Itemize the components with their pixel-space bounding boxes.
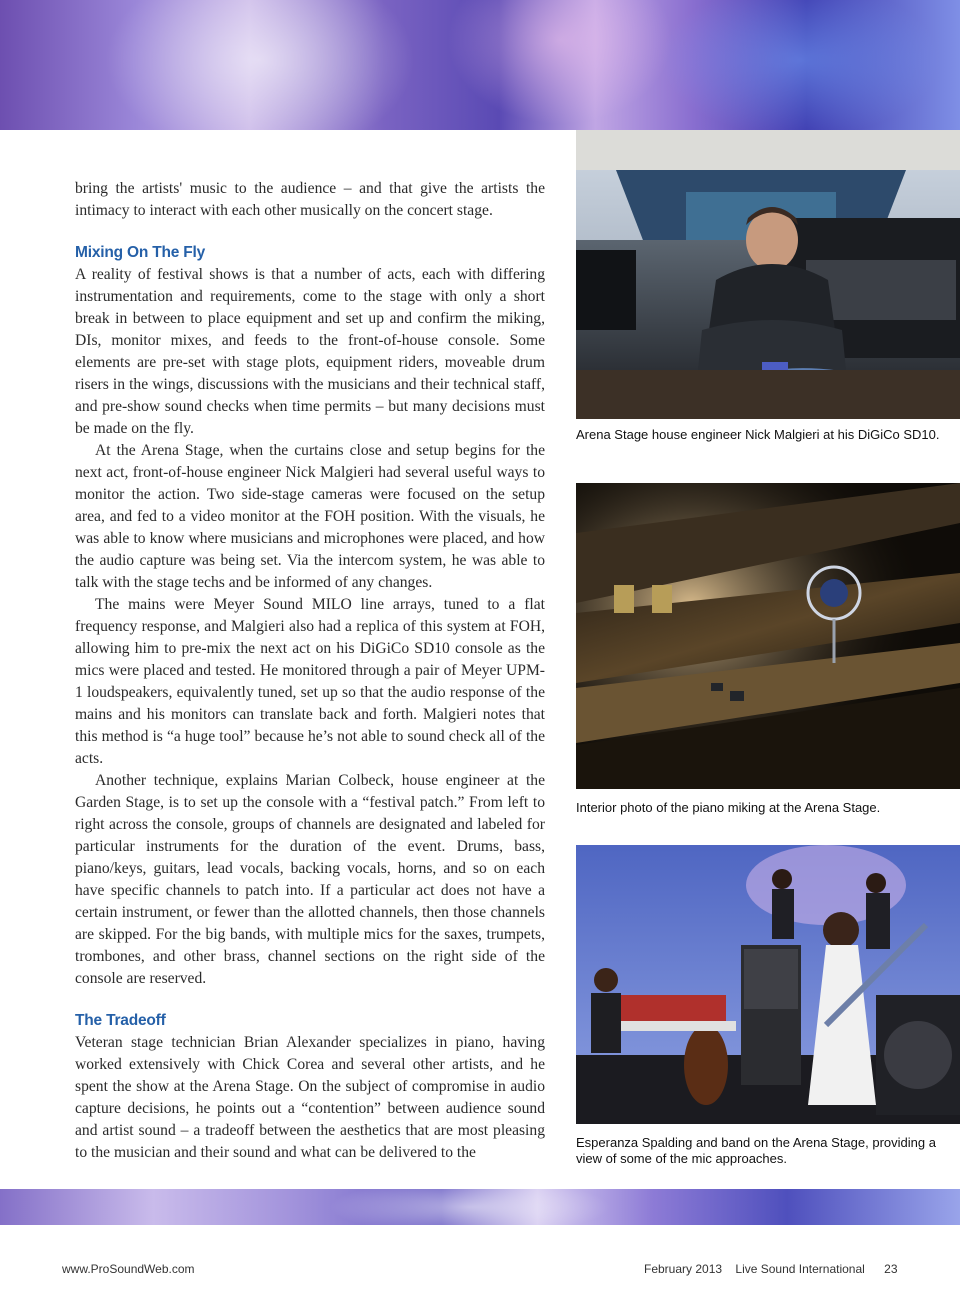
section-heading-tradeoff: The Tradeoff xyxy=(75,1012,166,1029)
photo-caption: Arena Stage house engineer Nick Malgieri at his DiGiCo SD10. xyxy=(576,427,940,442)
footer-date: February 2013 xyxy=(644,1262,723,1276)
article-body xyxy=(75,178,545,1164)
article-paragraph-intro: bring the artists' music to the audience – and that give the artists the intimacy to interact with each other musically on the concert stage. xyxy=(75,180,545,219)
article-paragraph: The mains were Meyer Sound MILO line arrays, tuned to a flat frequency response, and Malgieri also had a replica of this system at FOH, allowing him to pre-mix the next act on his DiGiCo SD10 console as the mics were placed and tested. He monitored through a pair of Meyer UPM-1 loudspeakers, equivalently tuned, set up so that the audio response of the mains and his monitors can translate back and forth. Malgieri notes that this method is “a huge tool” because he’s not able to sound check all of the acts. xyxy=(75,596,545,767)
article-paragraph: A reality of festival shows is that a number of acts, each with differing instrumentation and requirements, come to the stage with only a short break in between to place equipment and set up and confirm the miking, DIs, monitor mixes, and feeds to the front-of-house console. Some elements are pre-set with stage plots, equipment riders, moveable drum risers in the wings, discussions with the musicians and their technical staff, and pre-show sound checks when time permits – but many decisions must be made on the fly. xyxy=(75,266,545,437)
photo-caption: Esperanza Spalding and band on the Arena Stage, providing a view of some of the mic approaches. xyxy=(576,1135,936,1166)
bottom-decorative-band xyxy=(0,1189,960,1225)
photo-caption: Interior photo of the piano miking at the Arena Stage. xyxy=(576,800,881,815)
photo-band-on-stage xyxy=(576,845,960,1124)
article-paragraph: At the Arena Stage, when the curtains close and setup begins for the next act, front-of-house engineer Nick Malgieri had several useful ways to monitor the action. Two side-stage cameras were focused on the setup area, and fed to a video monitor at the FOH position. With the visuals, he was able to know where musicians and microphones were placed, and how the audio capture was being set. Via the intercom system, he was able to talk with the stage techs and be informed of any changes. xyxy=(75,442,545,591)
page-number: 23 xyxy=(884,1262,898,1276)
top-decorative-band xyxy=(0,0,960,130)
article-paragraph: Veteran stage technician Brian Alexander specializes in piano, having worked extensively with Chick Corea and several other artists, and he spent the show at the Arena Stage. On the subject of compromise in audio capture decisions, he points out a “contention” between audience sound and artist sound – a tradeoff between the aesthetics that are most pleasing to the musician and their sound and what can be delivered to the xyxy=(75,1034,545,1161)
footer-website: www.ProSoundWeb.com xyxy=(62,1262,195,1276)
footer-right xyxy=(644,1262,898,1276)
photo-piano-miking xyxy=(576,483,960,789)
section-heading-mixing: Mixing On The Fly xyxy=(75,244,206,261)
footer-magazine: Live Sound International xyxy=(735,1262,865,1276)
article-paragraph: Another technique, explains Marian Colbeck, house engineer at the Garden Stage, is to set up the console with a “festival patch.” From left to right across the console, groups of channels are designated and labeled for particular instruments for the duration of the event. Drums, bass, piano/keys, guitars, lead vocals, backing vocals, horns, and so on each have specific channels to patch into. If a particular act does not have a certain instrument, or fewer than the allotted channels, then those channels are skipped. For the big bands, with multiple mics for the saxes, trumpets, trombones, and other brass, channel sections on the right side of the console are reserved. xyxy=(75,772,545,987)
photo-engineer-at-console xyxy=(576,130,960,419)
